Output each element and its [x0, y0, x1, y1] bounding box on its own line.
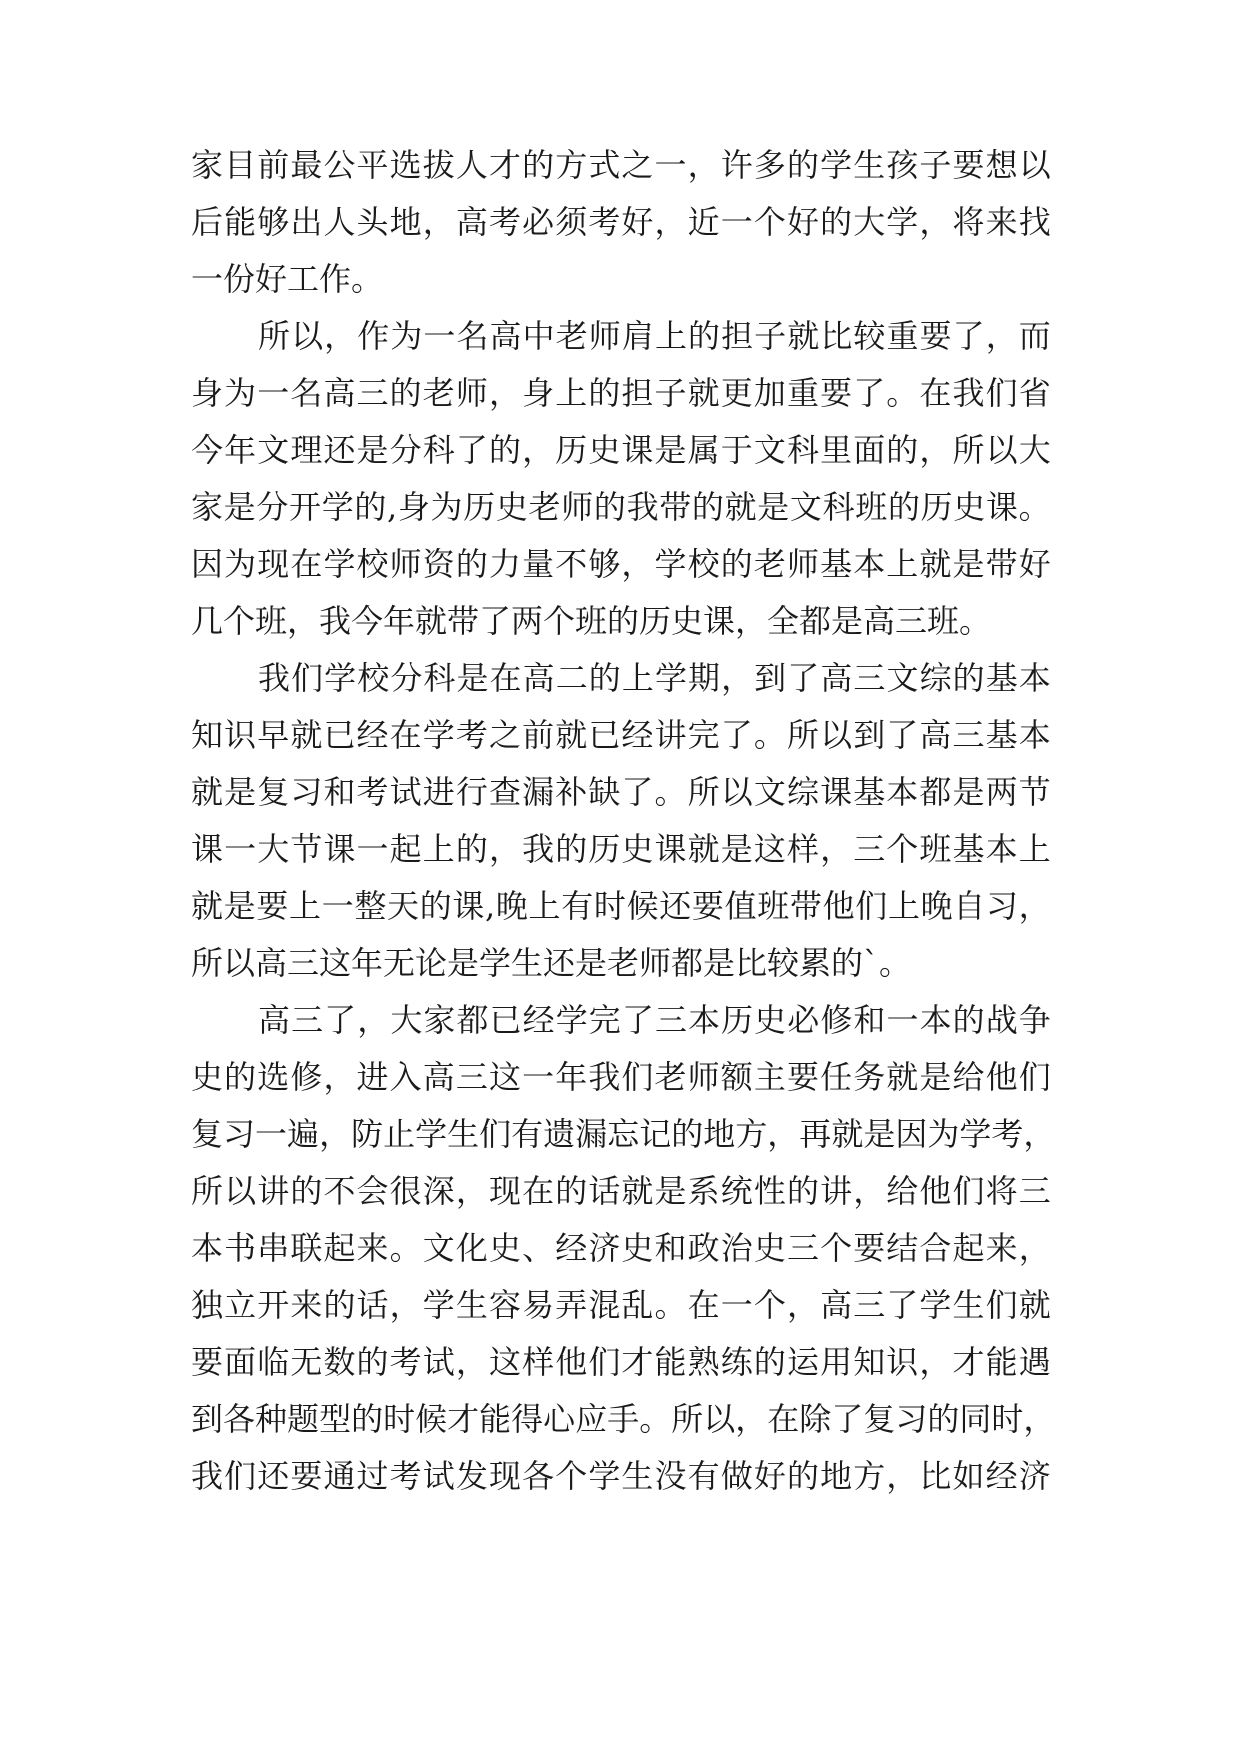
text-line: 知 识 早 就 已 经 在 学 考 之 前 就 已 经 讲 完 了 。 所 以 到 了 高 三 基 本 [191, 716, 1051, 754]
text-line: 我 们 还 要 通 过 考 试 发 现 各 个 学 生 没 有 做 好 的 地 方 ， 比 如 经 济 [191, 1457, 1051, 1495]
text-line: 身 为 一 名 高 三 的 老 师 ， 身 上 的 担 子 就 更 加 重 要 了 。 在 我 们 省 [191, 374, 1051, 412]
text-line: 几个班，我今年就带了两个班的历史课，全都是高三班。 [191, 602, 992, 640]
text-line: 今 年 文 理 还 是 分 科 了 的 ， 历 史 课 是 属 于 文 科 里 面 的 ， 所 以 大 [191, 431, 1051, 469]
text-line: 复 习 一 遍 ， 防 止 学 生 们 有 遗 漏 忘 记 的 地 方 ， 再 就 是 因 为 学 考 ， [191, 1115, 1056, 1153]
text-line: 要 面 临 无 数 的 考 试 ， 这 样 他 们 才 能 熟 练 的 运 用 知 识 ， 才 能 遇 [191, 1343, 1051, 1381]
text-line: 到 各 种 题 型 的 时 候 才 能 得 心 应 手 。 所 以 ， 在 除 了 复 习 的 同 时 ， [191, 1400, 1056, 1438]
text-line: 就 是 复 习 和 考 试 进 行 查 漏 补 缺 了 。 所 以 文 综 课 基 本 都 是 两 节 [191, 773, 1051, 811]
text-line: 一份好工作。 [191, 260, 384, 298]
text-line: 本 书 串 联 起 来 。 文 化 史 、 经 济 史 和 政 治 史 三 个 要 结 合 起 来 ， [191, 1229, 1051, 1267]
text-line: 所 以 讲 的 不 会 很 深 ， 现 在 的 话 就 是 系 统 性 的 讲 ， 给 他 们 将 三 [191, 1172, 1051, 1210]
text-line: 就 是 要 上 一 整 天 的 课 , 晚 上 有 时 候 还 要 值 班 带 他 们 上 晚 自 习 ， [191, 887, 1051, 925]
paragraph-first-line: 我 们 学 校 分 科 是 在 高 二 的 上 学 期 ， 到 了 高 三 文 综 的 基 本 [258, 659, 1051, 697]
text-line: 家 是 分 开 学 的 , 身 为 历 史 老 师 的 我 带 的 就 是 文 科 班 的 历 史 课 。 [191, 488, 1051, 526]
text-line: 家 目 前 最 公 平 选 拔 人 才 的 方 式 之 一 ， 许 多 的 学 生 孩 子 要 想 以 [191, 146, 1051, 184]
paragraph-first-line: 所 以 ， 作 为 一 名 高 中 老 师 肩 上 的 担 子 就 比 较 重 要 了 ， 而 [258, 317, 1051, 355]
text-line: 史 的 选 修 ， 进 入 高 三 这 一 年 我 们 老 师 额 主 要 任 务 就 是 给 他 们 [191, 1058, 1051, 1096]
text-line: 因 为 现 在 学 校 师 资 的 力 量 不 够 ， 学 校 的 老 师 基 本 上 就 是 带 好 [191, 545, 1051, 583]
text-line: 所以高三这年无论是学生还是老师都是比较累的`。 [191, 944, 912, 982]
paragraph-first-line: 高 三 了 ， 大 家 都 已 经 学 完 了 三 本 历 史 必 修 和 一 本 的 战 争 [258, 1001, 1051, 1039]
text-line: 课 一 大 节 课 一 起 上 的 ， 我 的 历 史 课 就 是 这 样 ， 三 个 班 基 本 上 [191, 830, 1051, 868]
text-line: 独 立 开 来 的 话 ， 学 生 容 易 弄 混 乱 。 在 一 个 ， 高 三 了 学 生 们 就 [191, 1286, 1051, 1324]
text-line: 后 能 够 出 人 头 地 ， 高 考 必 须 考 好 ， 近 一 个 好 的 大 学 ， 将 来 找 [191, 203, 1051, 241]
